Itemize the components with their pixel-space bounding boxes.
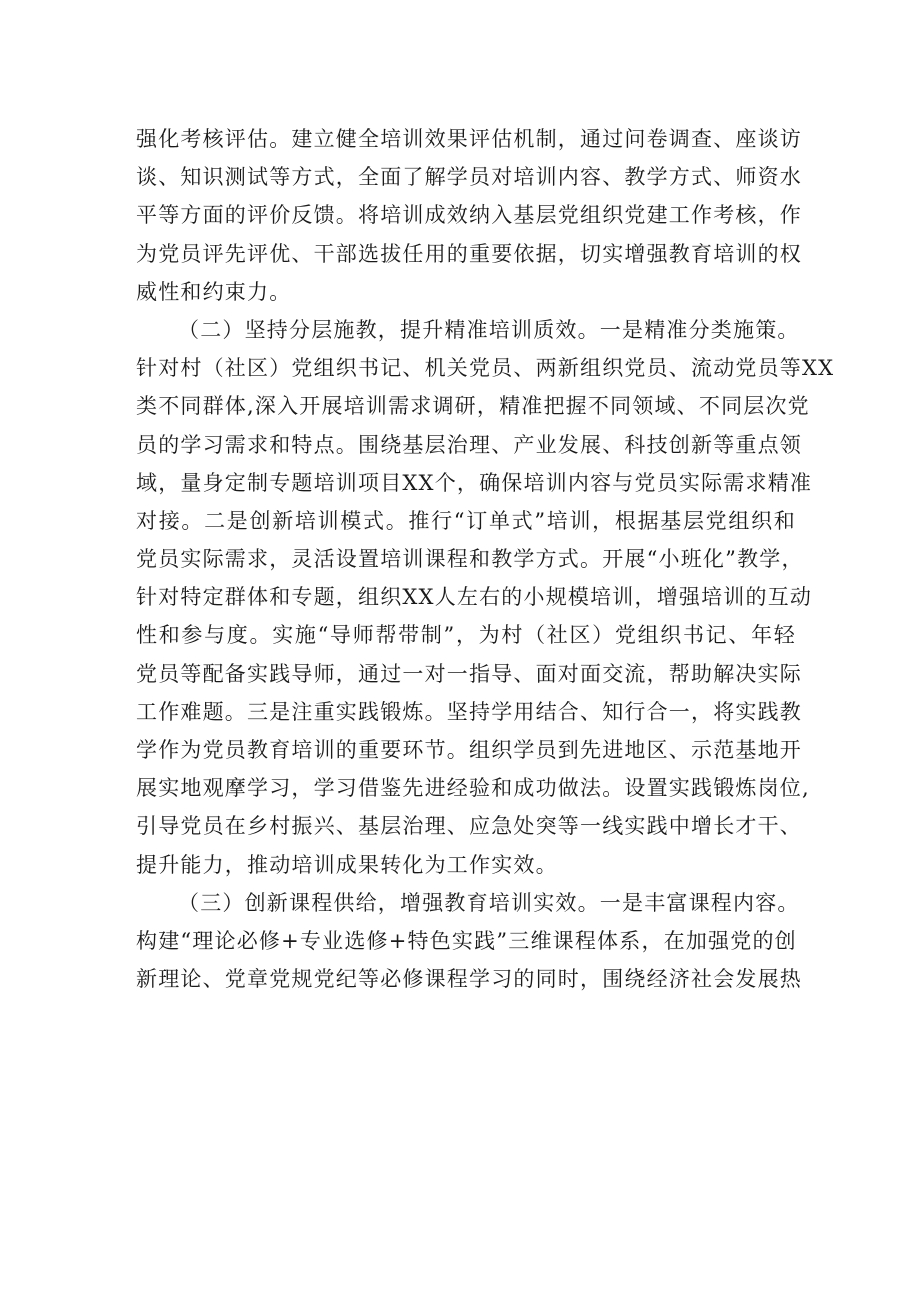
section-heading-line: （三）创新课程供给，增强教育培训实效。一是丰富课程内容。 — [178, 890, 800, 915]
text-line: 威性和约束力。 — [136, 279, 292, 304]
paragraph — [136, 311, 835, 884]
text-line: 展实地观摩学习，学习借鉴先进经验和成功做法。设置实践锻炼岗位, — [136, 776, 810, 801]
document-body — [136, 120, 835, 998]
text-line: 谈、知识测试等方式，全面了解学员对培训内容、教学方式、师资水 — [136, 165, 802, 190]
text-line: 类不同群体,深入开展培训需求调研，精准把握不同领域、不同层次党 — [136, 394, 810, 419]
text-line: 性和参与度。实施“导师帮带制”，为村（社区）党组织书记、年轻 — [136, 623, 796, 648]
text-line: 党员等配备实践导师，通过一对一指导、面对面交流，帮助解决实际 — [136, 661, 802, 686]
paragraph — [136, 884, 802, 999]
text-line: 平等方面的评价反馈。将培训成效纳入基层党组织党建工作考核，作 — [136, 203, 802, 228]
text-line: 强化考核评估。建立健全培训效果评估机制，通过问卷调查、座谈访 — [136, 127, 802, 151]
text-line: 工作难题。三是注重实践锻炼。坚持学用结合、知行合一，将实践教 — [136, 699, 802, 724]
text-line: 新理论、党章党规党纪等必修课程学习的同时，围绕经济社会发展热 — [136, 967, 802, 992]
text-line: 为党员评先评优、干部选拔任用的重要依据，切实增强教育培训的权 — [136, 241, 802, 266]
text-line: 引导党员在乡村振兴、基层治理、应急处突等一线实践中增长才干、 — [136, 814, 802, 839]
text-line: 构建“理论必修+专业选修+特色实践”三维课程体系，在加强党的创 — [136, 928, 797, 953]
section-heading-line: （二）坚持分层施教，提升精准培训质效。一是精准分类施策。 — [178, 317, 800, 342]
text-line: 针对村（社区）党组织书记、机关党员、两新组织党员、流动党员等XX — [136, 356, 835, 381]
text-line: 针对特定群体和专题，组织XX人左右的小规模培训，增强培训的互动 — [136, 585, 813, 610]
text-line: 对接。二是创新培训模式。推行“订单式”培训，根据基层党组织和 — [136, 508, 796, 533]
text-line: 党员实际需求，灵活设置培训课程和教学方式。开展“小班化”教学， — [136, 547, 804, 572]
text-line: 学作为党员教育培训的重要环节。组织学员到先进地区、示范基地开 — [136, 738, 802, 762]
text-line: 员的学习需求和特点。围绕基层治理、产业发展、科技创新等重点领 — [136, 432, 802, 457]
text-line: 提升能力，推动培训成果转化为工作实效。 — [136, 852, 558, 877]
text-line: 域，量身定制专题培训项目XX个，确保培训内容与党员实际需求精准 — [136, 470, 813, 495]
paragraph — [136, 120, 802, 311]
